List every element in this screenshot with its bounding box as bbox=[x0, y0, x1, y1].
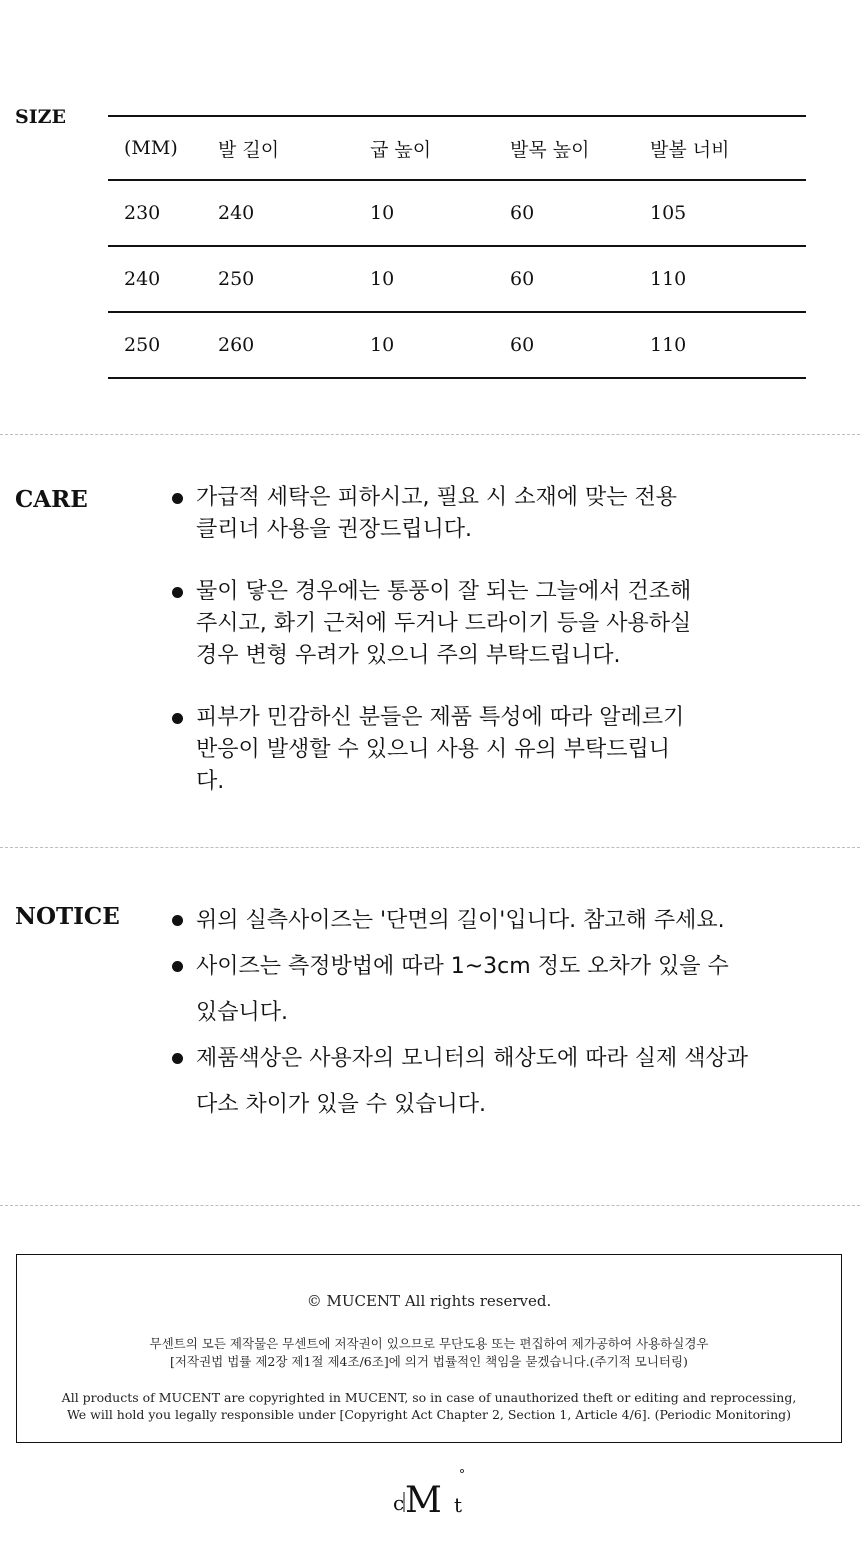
logo-letter-c: c bbox=[393, 1491, 405, 1515]
section-divider bbox=[0, 847, 860, 848]
size-table-header-row bbox=[108, 116, 806, 180]
care-item bbox=[168, 482, 768, 546]
bullet-icon bbox=[172, 961, 183, 972]
care-item-line: 반응이 발생할 수 있으니 사용 시 유의 부탁드립니 bbox=[196, 737, 670, 762]
size-table-header-cell: 발목 높이 bbox=[510, 116, 650, 180]
size-table-cell: 110 bbox=[650, 312, 806, 378]
notice-item-line: 제품색상은 사용자의 모니터의 해상도에 따라 실제 색상과 bbox=[196, 1046, 749, 1071]
size-table-cell: 240 bbox=[218, 180, 370, 246]
size-table-cell: 105 bbox=[650, 180, 806, 246]
notice-item-line: 다소 차이가 있을 수 있습니다. bbox=[196, 1092, 486, 1117]
copyright-english-line-2: We will hold you legally responsible under [Copyright Act Chapter 2, Section 1, Article 4/6]. (Periodic Monitoring) bbox=[66, 1407, 792, 1422]
bullet-icon bbox=[172, 713, 183, 724]
logo-letter-t: t bbox=[454, 1493, 463, 1517]
notice-list bbox=[168, 898, 838, 1128]
size-table-cell: 60 bbox=[510, 180, 650, 246]
care-item-line: 주시고, 화기 근처에 두거나 드라이기 등을 사용하실 bbox=[196, 611, 692, 636]
bullet-icon bbox=[172, 587, 183, 598]
copyright-notice: © MUCENT All rights reserved. bbox=[306, 1292, 552, 1310]
care-item-line: 물이 닿은 경우에는 통풍이 잘 되는 그늘에서 건조해 bbox=[196, 579, 692, 604]
notice-item bbox=[168, 898, 838, 944]
care-item-line: 클리너 사용을 권장드립니다. bbox=[196, 517, 473, 542]
size-table-cell: 260 bbox=[218, 312, 370, 378]
size-table-cell: 10 bbox=[370, 180, 510, 246]
size-table-cell: 60 bbox=[510, 312, 650, 378]
copyright-korean-line-2: [저작권법 법률 제2장 제1절 제4조/6조]에 의거 법률적인 책임을 묻겠습니다.(주기적 모니터링) bbox=[170, 1354, 688, 1369]
copyright-korean-line-1: 무센트의 모든 제작물은 무센트에 저작권이 있으므로 무단도용 또는 편집하여 제가공하여 사용하실경우 bbox=[149, 1336, 709, 1351]
size-table-cell: 110 bbox=[650, 246, 806, 312]
notice-item-line: 있습니다. bbox=[196, 1000, 289, 1025]
size-table-cell: 10 bbox=[370, 312, 510, 378]
notice-item bbox=[168, 944, 838, 1036]
size-table-row bbox=[108, 180, 806, 246]
care-item bbox=[168, 702, 768, 798]
notice-section-title: NOTICE bbox=[15, 903, 120, 930]
care-item-line: 피부가 민감하신 분들은 제품 특성에 따라 알레르기 bbox=[196, 705, 685, 730]
logo-letter-m: M bbox=[405, 1480, 442, 1521]
size-section-title: SIZE bbox=[15, 106, 66, 128]
bullet-icon bbox=[172, 493, 183, 504]
care-item-line: 경우 변형 우려가 있으니 주의 부탁드립니다. bbox=[196, 643, 621, 668]
copyright-box bbox=[16, 1254, 842, 1443]
size-table-header-cell: (MM) bbox=[108, 116, 218, 180]
section-divider bbox=[0, 434, 860, 435]
size-table-cell: 250 bbox=[108, 312, 218, 378]
copyright-english-line-1: All products of MUCENT are copyrighted in MUCENT, so in case of unauthorized theft or editing and reprocessing, bbox=[61, 1390, 797, 1405]
care-item-line: 다. bbox=[196, 769, 225, 794]
notice-item bbox=[168, 1036, 838, 1128]
size-table bbox=[108, 115, 806, 379]
size-table-cell: 240 bbox=[108, 246, 218, 312]
bullet-icon bbox=[172, 915, 183, 926]
care-section-title: CARE bbox=[15, 486, 88, 513]
size-table-row bbox=[108, 246, 806, 312]
mucent-logo-icon bbox=[391, 1466, 481, 1526]
size-table-cell: 60 bbox=[510, 246, 650, 312]
size-table-header-cell: 발볼 너비 bbox=[650, 116, 806, 180]
bullet-icon bbox=[172, 1053, 183, 1064]
size-table-header-cell: 굽 높이 bbox=[370, 116, 510, 180]
care-list bbox=[168, 482, 768, 828]
care-item bbox=[168, 576, 768, 672]
size-table-cell: 230 bbox=[108, 180, 218, 246]
size-table-cell: 10 bbox=[370, 246, 510, 312]
notice-item-line: 위의 실측사이즈는 '단면의 길이'입니다. 참고해 주세요. bbox=[196, 908, 725, 933]
size-table-header-cell: 발 길이 bbox=[218, 116, 370, 180]
size-table-cell: 250 bbox=[218, 246, 370, 312]
section-divider bbox=[0, 1205, 860, 1206]
size-table-row bbox=[108, 312, 806, 378]
care-item-line: 가급적 세탁은 피하시고, 필요 시 소재에 맞는 전용 bbox=[196, 485, 677, 510]
notice-item-line: 사이즈는 측정방법에 따라 1~3cm 정도 오차가 있을 수 bbox=[196, 954, 729, 979]
